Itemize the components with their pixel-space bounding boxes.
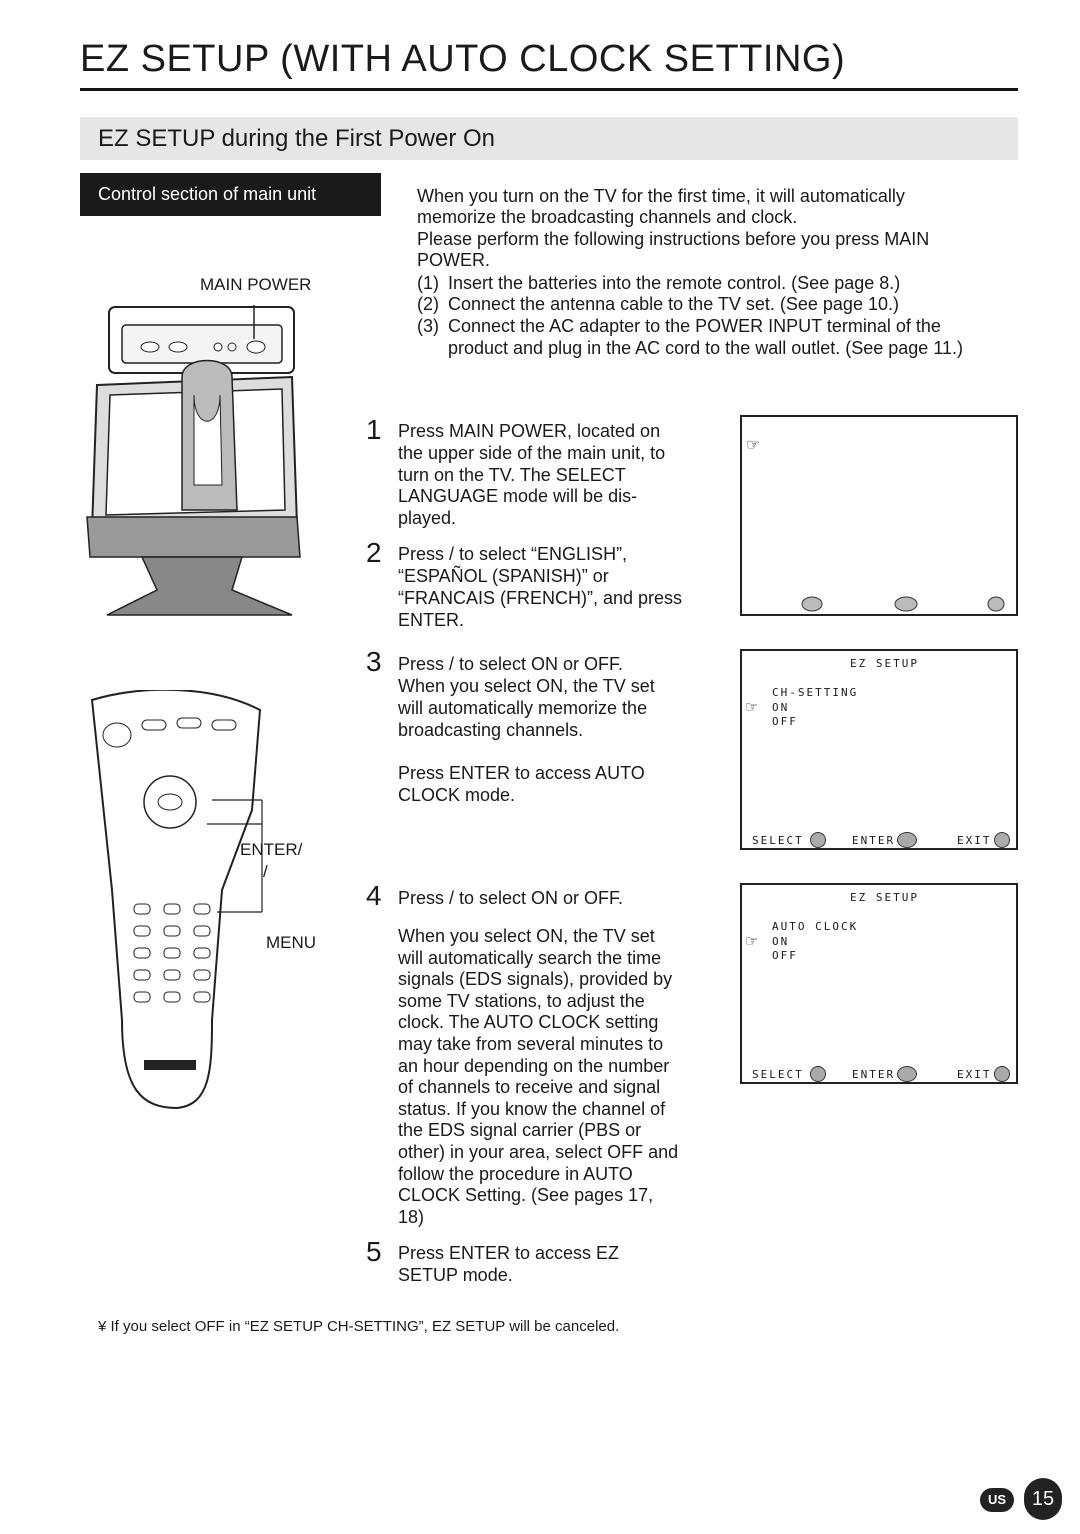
menu-label: MENU	[266, 933, 317, 952]
prereq-number: (1)	[417, 273, 439, 293]
title-rule	[80, 88, 1018, 91]
prereq-text: Insert the batteries into the remote control. (See page 8.)	[448, 273, 901, 293]
step-text: SETUP mode.	[398, 1265, 513, 1285]
page-title: EZ SETUP (WITH AUTO CLOCK SETTING)	[80, 38, 846, 80]
select-icon	[810, 832, 826, 848]
tv-illustration	[82, 295, 382, 625]
enter-icon	[897, 832, 917, 848]
page-number: 15	[1024, 1478, 1062, 1520]
step-text: CLOCK mode.	[398, 785, 516, 805]
menu-icon	[994, 1066, 1010, 1082]
step-text: Press / to select ON or OFF.	[398, 888, 624, 908]
enter-icon	[897, 1066, 917, 1082]
prereq-text: Connect the AC adapter to the POWER INPUT terminal of the	[448, 316, 941, 336]
prereq-text: product and plug in the AC cord to the wall outlet. (See page 11.)	[448, 338, 963, 358]
footer-enter: ENTER	[852, 834, 896, 847]
select-icon	[810, 1066, 826, 1082]
step-number: 2	[366, 537, 382, 568]
option-off[interactable]: OFF	[772, 715, 798, 728]
step-text: CLOCK Setting. (See pages 17,	[398, 1185, 654, 1205]
screen-title: EZ SETUP	[850, 657, 919, 670]
remote-illustration	[82, 690, 272, 1115]
step-text: signals (EDS signals), provided by	[398, 969, 673, 989]
step-text: the EDS signal carrier (PBS or	[398, 1120, 642, 1140]
step-text: the upper side of the main unit, to	[398, 443, 666, 463]
prereq-text: Connect the antenna cable to the TV set. (See page 10.)	[448, 294, 899, 314]
footer-select: SELECT	[752, 834, 804, 847]
step-text: When you select ON, the TV set	[398, 676, 655, 696]
section-title: EZ SETUP during the First Power On	[98, 125, 496, 152]
step-text: Press ENTER to access EZ	[398, 1243, 620, 1263]
footnote: ¥ If you select OFF in “EZ SETUP CH-SETTING”, EZ SETUP will be canceled.	[98, 1318, 620, 1335]
tv-stand	[107, 557, 292, 615]
step-text: Press / to select ON or OFF.	[398, 654, 624, 674]
footer-enter: ENTER	[852, 1068, 896, 1081]
control-section-label: Control section of main unit	[80, 173, 381, 216]
intro-line: memorize the broadcasting channels and clock.	[417, 207, 798, 227]
pointer-hand-icon: ☞	[745, 933, 759, 950]
step-text: follow the procedure in AUTO	[398, 1164, 633, 1184]
step-text: of channels to receive and signal	[398, 1077, 661, 1097]
step-number: 3	[366, 646, 382, 677]
screen-title: EZ SETUP	[850, 891, 919, 904]
option-on[interactable]: ON	[772, 935, 790, 948]
prereq-number: (2)	[417, 294, 439, 314]
menu-icon	[994, 832, 1010, 848]
step-text: clock. The AUTO CLOCK setting	[398, 1012, 659, 1032]
step-text: turn on the TV. The SELECT	[398, 465, 626, 485]
screen-button-icons	[800, 595, 1010, 613]
screen-heading: CH-SETTING	[772, 686, 859, 699]
option-on[interactable]: ON	[772, 701, 790, 714]
step-text: Press ENTER to access AUTO	[398, 763, 645, 783]
region-badge: US	[980, 1488, 1014, 1512]
step-text: ENTER.	[398, 610, 465, 630]
step-text: “FRANCAIS (FRENCH)”, and press	[398, 588, 683, 608]
step-text: will automatically search the time	[398, 948, 662, 968]
footer-select: SELECT	[752, 1068, 804, 1081]
option-off[interactable]: OFF	[772, 949, 798, 962]
step-text: When you select ON, the TV set	[398, 926, 655, 946]
step-text: Press MAIN POWER, located on	[398, 421, 661, 441]
step-text: will automatically memorize the	[398, 698, 648, 718]
pointer-hand-icon: ☞	[746, 437, 761, 454]
step-text: may take from several minutes to	[398, 1034, 664, 1054]
prereq-number: (3)	[417, 316, 439, 336]
step-text: “ESPAÑOL (SPANISH)” or	[398, 566, 609, 586]
enter-label: ENTER/	[240, 840, 303, 859]
ch-setting-screen	[740, 649, 1018, 850]
step-text: LANGUAGE mode will be dis-	[398, 486, 638, 506]
step-text: an hour depending on the number	[398, 1056, 670, 1076]
step-text: broadcasting channels.	[398, 720, 584, 740]
step-number: 1	[366, 414, 382, 445]
screen-heading: AUTO CLOCK	[772, 920, 859, 933]
step-text: 18)	[398, 1207, 425, 1227]
main-power-label: MAIN POWER	[200, 275, 312, 294]
pointer-hand-icon: ☞	[745, 699, 759, 716]
step-number: 5	[366, 1236, 382, 1267]
step-text: Press / to select “ENGLISH”,	[398, 544, 628, 564]
footer-exit: EXIT	[957, 1068, 992, 1081]
slash-label: /	[263, 862, 268, 881]
step-text: other) in your area, select OFF and	[398, 1142, 679, 1162]
intro-line: When you turn on the TV for the first time, it will automatically	[417, 186, 905, 206]
step-text: played.	[398, 508, 457, 528]
intro-line: Please perform the following instructions before you press MAIN	[417, 229, 930, 249]
footer-exit: EXIT	[957, 834, 992, 847]
step-number: 4	[366, 880, 382, 911]
intro-line: POWER.	[417, 250, 491, 270]
remote-body	[92, 690, 260, 1108]
step-text: some TV stations, to adjust the	[398, 991, 645, 1011]
select-language-screen	[740, 415, 1018, 616]
auto-clock-screen	[740, 883, 1018, 1084]
speaker-bar	[87, 517, 300, 557]
step-text: status. If you know the channel of	[398, 1099, 666, 1119]
